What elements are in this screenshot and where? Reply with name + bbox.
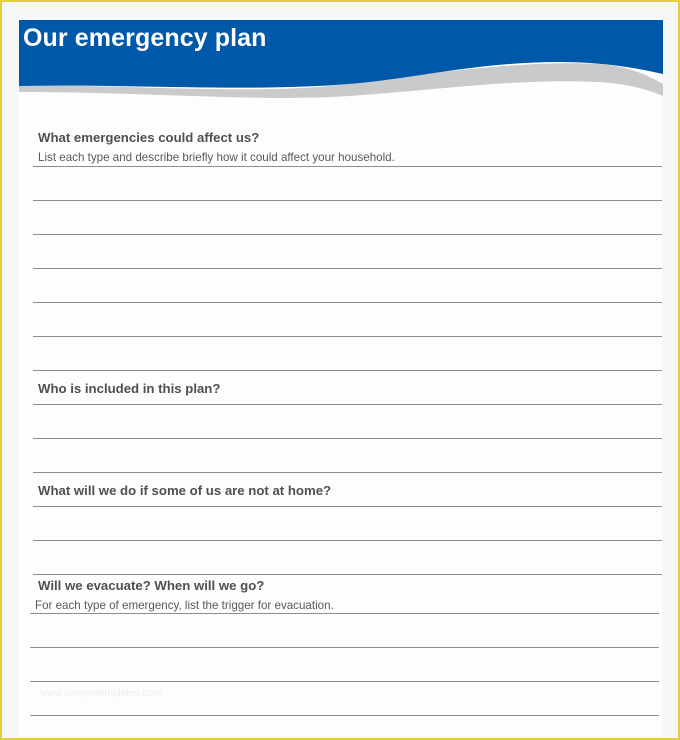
answer-line[interactable] — [33, 370, 662, 371]
answer-line[interactable] — [33, 404, 662, 405]
answer-line[interactable] — [30, 647, 659, 648]
description-emergencies: List each type and describe briefly how it could affect your household. — [38, 151, 395, 164]
answer-line[interactable] — [33, 268, 662, 269]
answer-line[interactable] — [33, 574, 662, 575]
answer-line[interactable] — [33, 438, 662, 439]
answer-line[interactable] — [33, 506, 662, 507]
answer-line[interactable] — [30, 613, 659, 614]
watermark: www.sampletemplates.com — [40, 688, 162, 699]
answer-line[interactable] — [33, 336, 662, 337]
answer-line[interactable] — [33, 234, 662, 235]
answer-line[interactable] — [30, 715, 659, 716]
answer-line[interactable] — [30, 681, 659, 682]
form-sheet — [19, 18, 662, 736]
question-evacuate: Will we evacuate? When will we go? — [38, 578, 265, 593]
answer-line[interactable] — [33, 166, 662, 167]
answer-line[interactable] — [33, 302, 662, 303]
header-banner — [19, 20, 663, 100]
answer-line[interactable] — [33, 200, 662, 201]
question-emergencies: What emergencies could affect us? — [38, 130, 260, 145]
answer-line[interactable] — [33, 472, 662, 473]
question-not-at-home: What will we do if some of us are not at home? — [38, 483, 332, 498]
answer-line[interactable] — [33, 540, 662, 541]
page-title: Our emergency plan — [23, 24, 267, 52]
description-evacuate: For each type of emergency, list the trigger for evacuation. — [35, 599, 334, 612]
question-included: Who is included in this plan? — [38, 381, 221, 396]
